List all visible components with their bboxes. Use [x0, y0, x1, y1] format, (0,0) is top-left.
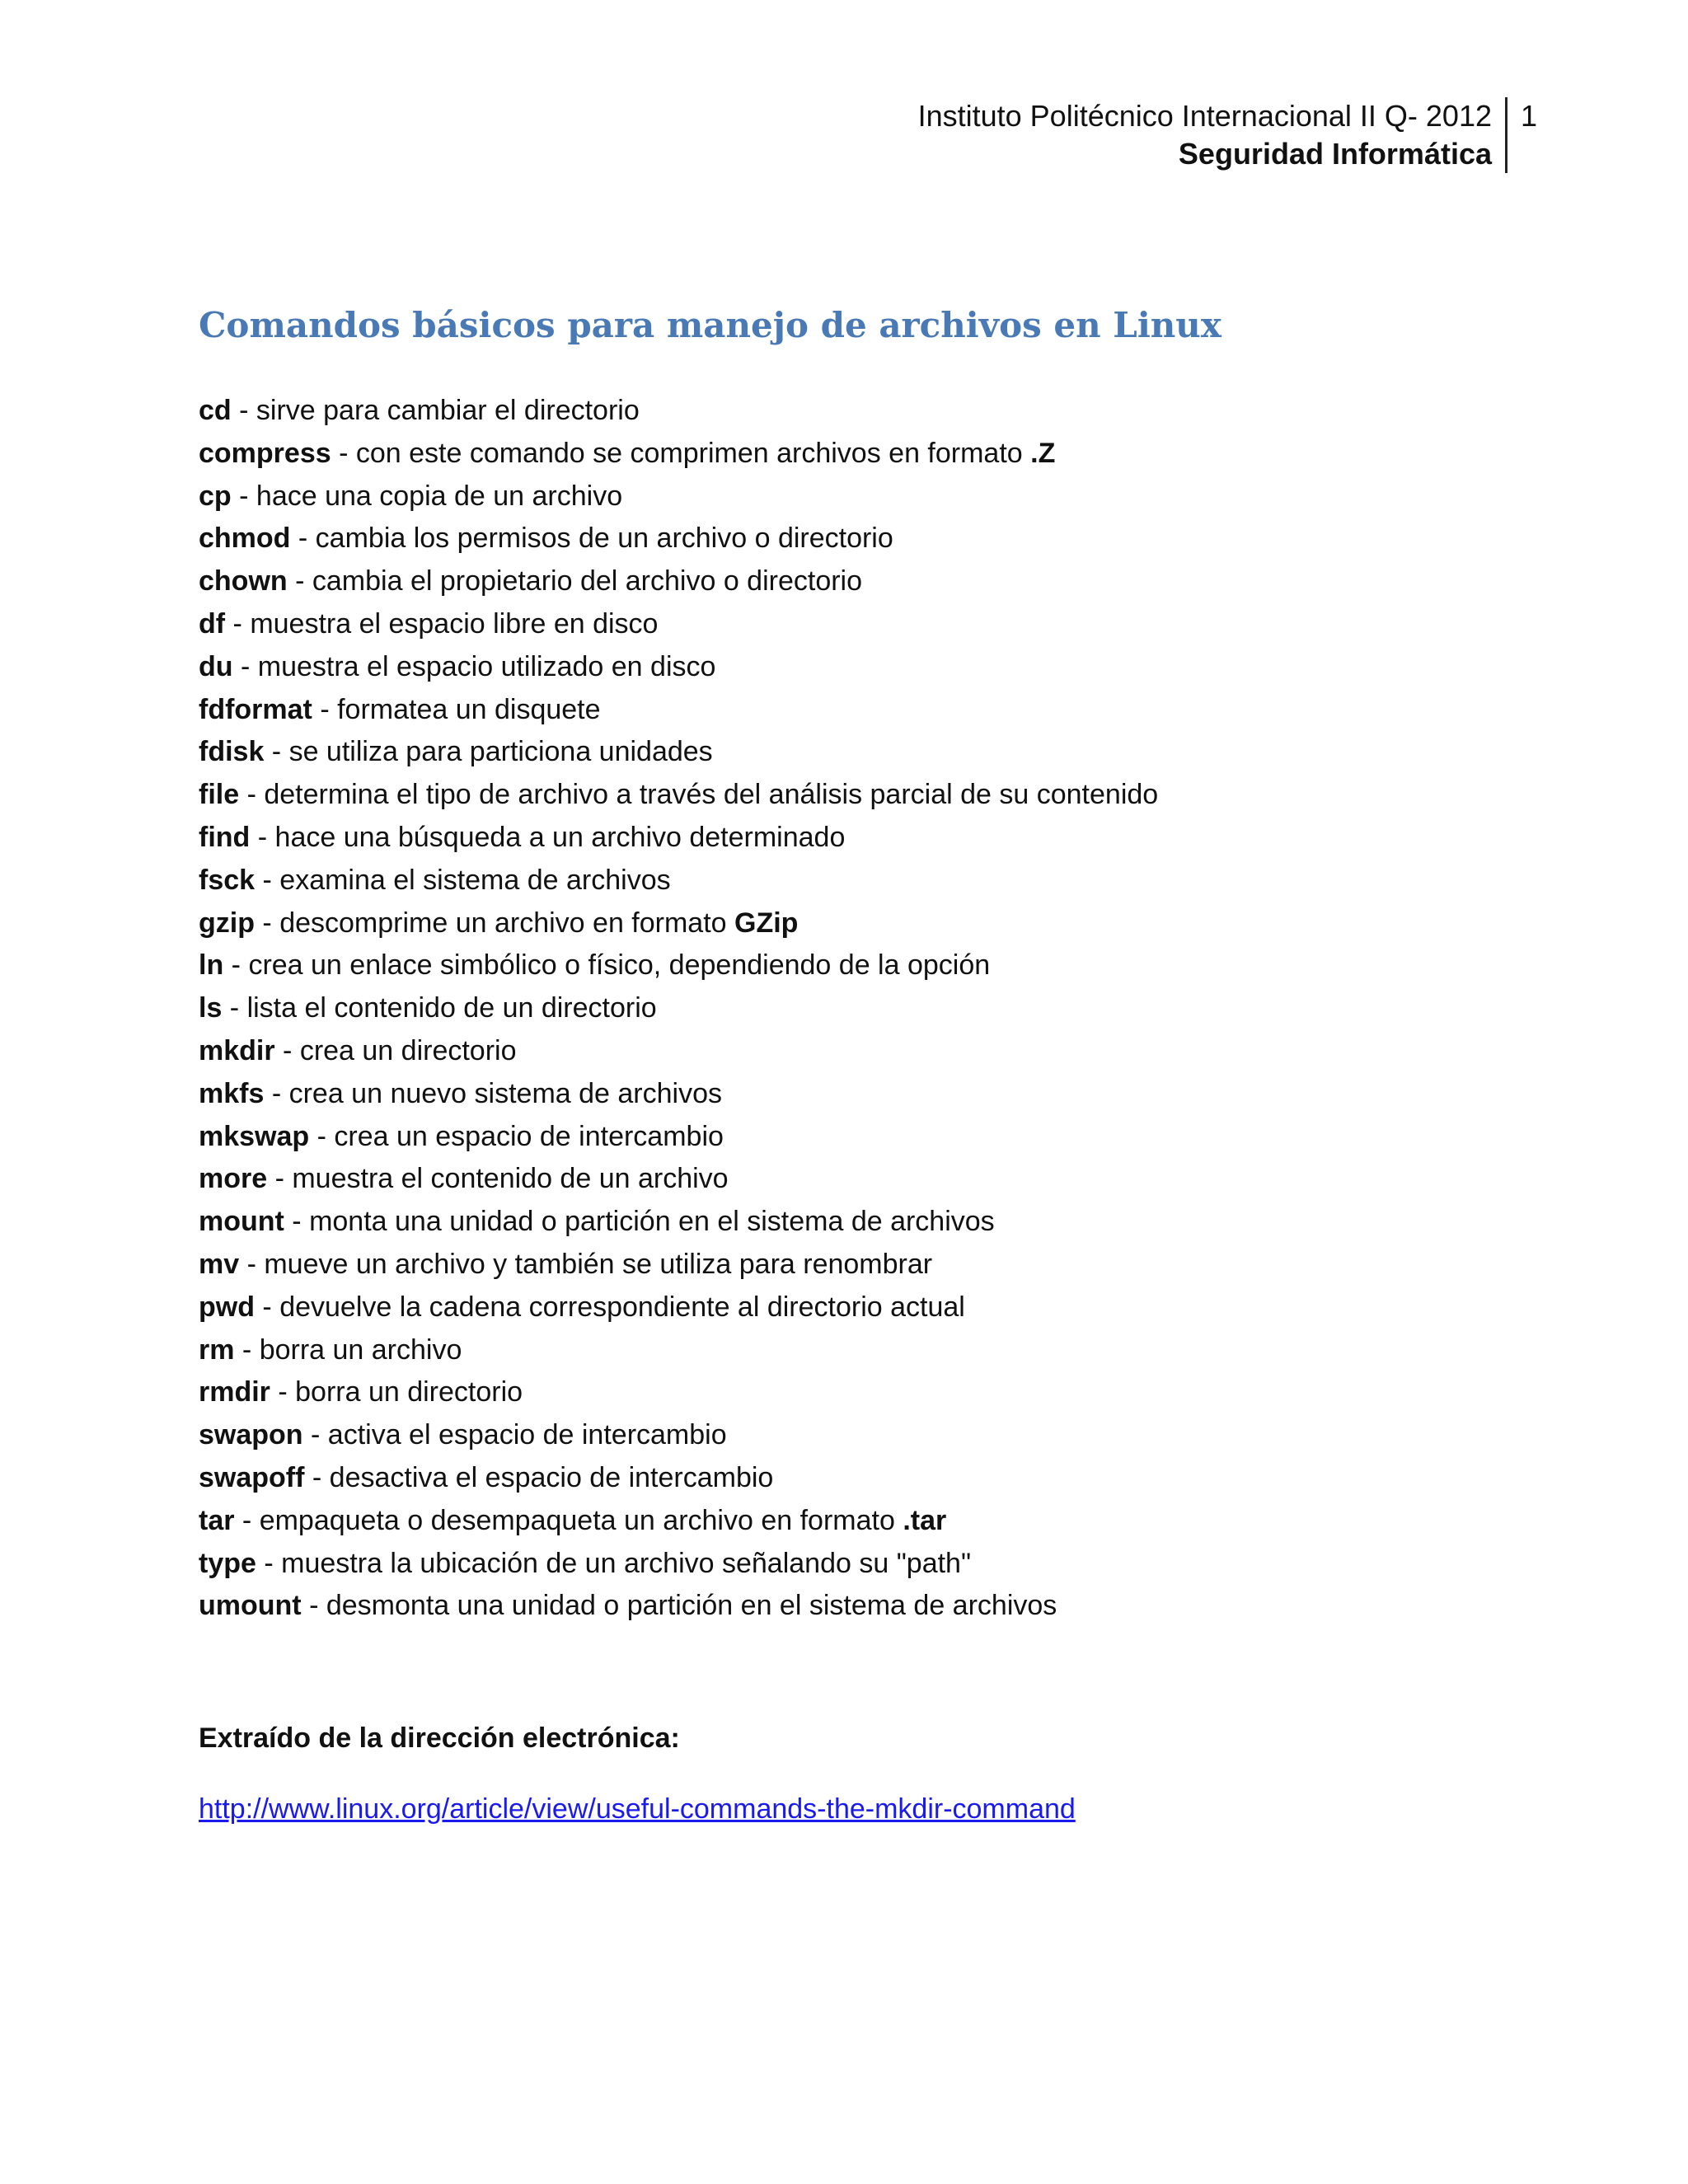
- command-item: swapon - activa el espacio de intercambio: [199, 1419, 727, 1451]
- command-description: muestra el espacio libre en disco: [250, 607, 659, 640]
- command-item: fdformat - formatea un disquete: [199, 693, 601, 725]
- command-name: cd: [199, 395, 232, 426]
- command-list: [199, 390, 1517, 1628]
- command-item: cp - hace una copia de un archivo: [199, 480, 623, 512]
- command-description: formatea un disquete: [337, 693, 601, 725]
- command-item: type - muestra la ubicación de un archivo señalando su "path": [199, 1547, 972, 1579]
- command-name: umount: [199, 1590, 302, 1622]
- command-item: rmdir - borra un directorio: [199, 1376, 523, 1408]
- command-item: mount - monta una unidad o partición en el sistema de archivos: [199, 1206, 995, 1238]
- command-name: swapon: [199, 1419, 303, 1451]
- command-item: ls - lista el contenido de un directorio: [199, 992, 657, 1024]
- command-item: mkfs - crea un nuevo sistema de archivos: [199, 1077, 722, 1109]
- command-description: muestra el contenido de un archivo: [292, 1163, 729, 1195]
- source-link[interactable]: http://www.linux.org/article/view/useful-commands-the-mkdir-command: [199, 1793, 1076, 1825]
- command-description: examina el sistema de archivos: [279, 864, 671, 896]
- command-name: tar: [199, 1504, 235, 1536]
- command-name: gzip: [199, 907, 255, 939]
- command-name: pwd: [199, 1291, 255, 1323]
- command-name: mkdir: [199, 1034, 275, 1066]
- command-name: rmdir: [199, 1376, 270, 1408]
- command-item: pwd - devuelve la cadena correspondiente al directorio actual: [199, 1291, 965, 1323]
- command-description: hace una copia de un archivo: [256, 480, 623, 512]
- command-name: ls: [199, 992, 223, 1024]
- command-name: mkswap: [199, 1120, 310, 1152]
- command-name: compress: [199, 437, 331, 469]
- command-item: rm - borra un archivo: [199, 1333, 462, 1366]
- command-description: se utiliza para particiona unidades: [288, 736, 713, 768]
- command-name: fsck: [199, 864, 256, 896]
- command-format: GZip: [734, 907, 799, 939]
- document-title: Comandos básicos para manejo de archivos en Linux: [199, 305, 1221, 345]
- page-header: [832, 97, 1507, 173]
- command-description: desactiva el espacio de intercambio: [329, 1461, 774, 1493]
- command-description: cambia los permisos de un archivo o directorio: [315, 523, 893, 555]
- command-name: df: [199, 607, 226, 640]
- command-name: mv: [199, 1248, 240, 1280]
- command-description: borra un directorio: [295, 1376, 523, 1408]
- command-description: borra un archivo: [259, 1333, 462, 1366]
- command-description: crea un nuevo sistema de archivos: [288, 1077, 722, 1109]
- command-item: chmod - cambia los permisos de un archivo o directorio: [199, 523, 893, 555]
- command-name: chmod: [199, 523, 291, 555]
- command-name: fdformat: [199, 693, 312, 725]
- source-label: Extraído de la dirección electrónica:: [199, 1722, 680, 1754]
- command-description: crea un espacio de intercambio: [334, 1120, 724, 1152]
- command-item: mv - mueve un archivo y también se utiliza para renombrar: [199, 1248, 933, 1280]
- command-item: fsck - examina el sistema de archivos: [199, 864, 671, 896]
- command-name: type: [199, 1547, 256, 1579]
- command-description: monta una unidad o partición en el sistema de archivos: [309, 1206, 995, 1238]
- command-name: mkfs: [199, 1077, 265, 1109]
- command-item: umount - desmonta una unidad o partición en el sistema de archivos: [199, 1590, 1057, 1622]
- command-name: file: [199, 779, 240, 811]
- command-name: more: [199, 1163, 268, 1195]
- command-description: activa el espacio de intercambio: [327, 1419, 727, 1451]
- command-item: gzip - descomprime un archivo en formato GZip: [199, 907, 799, 939]
- command-description: devuelve la cadena correspondiente al directorio actual: [279, 1291, 965, 1323]
- command-item: du - muestra el espacio utilizado en disco: [199, 650, 716, 682]
- command-name: rm: [199, 1333, 235, 1366]
- header-course: Seguridad Informática: [1178, 137, 1492, 171]
- command-item: mkdir - crea un directorio: [199, 1034, 517, 1066]
- command-item: find - hace una búsqueda a un archivo determinado: [199, 821, 846, 853]
- command-name: fdisk: [199, 736, 265, 768]
- command-description: muestra la ubicación de un archivo señalando su "path": [281, 1547, 972, 1579]
- command-description: crea un directorio: [299, 1034, 517, 1066]
- command-description: crea un enlace simbólico o físico, dependiendo de la opción: [248, 949, 991, 982]
- command-format: .Z: [1030, 437, 1056, 469]
- command-name: swapoff: [199, 1461, 305, 1493]
- page-number: 1: [1521, 99, 1538, 133]
- command-item: mkswap - crea un espacio de intercambio: [199, 1120, 724, 1152]
- command-description: desmonta una unidad o partición en el sistema de archivos: [326, 1590, 1057, 1622]
- command-description: empaqueta o desempaqueta un archivo en formato: [259, 1504, 903, 1536]
- command-description: cambia el propietario del archivo o directorio: [312, 565, 863, 598]
- command-item: more - muestra el contenido de un archivo: [199, 1163, 729, 1195]
- command-item: fdisk - se utiliza para particiona unidades: [199, 736, 713, 768]
- header-institution: Instituto Politécnico Internacional II Q- 2012: [917, 99, 1492, 133]
- command-name: du: [199, 650, 233, 682]
- command-name: chown: [199, 565, 288, 598]
- command-item: chown - cambia el propietario del archivo o directorio: [199, 565, 863, 598]
- command-format: .tar: [903, 1504, 947, 1536]
- command-name: ln: [199, 949, 224, 982]
- command-item: file - determina el tipo de archivo a través del análisis parcial de su contenido: [199, 779, 1159, 811]
- command-description: sirve para cambiar el directorio: [256, 395, 640, 426]
- command-item: ln - crea un enlace simbólico o físico, dependiendo de la opción: [199, 949, 991, 982]
- command-description: determina el tipo de archivo a través del análisis parcial de su contenido: [264, 779, 1159, 811]
- command-name: mount: [199, 1206, 284, 1238]
- command-description: lista el contenido de un directorio: [246, 992, 657, 1024]
- command-description: descomprime un archivo en formato: [279, 907, 735, 939]
- command-description: hace una búsqueda a un archivo determinado: [274, 821, 846, 853]
- command-item: tar - empaqueta o desempaqueta un archivo en formato .tar: [199, 1504, 947, 1536]
- command-item: cd - sirve para cambiar el directorio: [199, 395, 640, 426]
- command-item: swapoff - desactiva el espacio de intercambio: [199, 1461, 774, 1493]
- command-item: compress - con este comando se comprimen archivos en formato .Z: [199, 437, 1056, 469]
- command-name: find: [199, 821, 251, 853]
- command-description: muestra el espacio utilizado en disco: [257, 650, 716, 682]
- command-item: df - muestra el espacio libre en disco: [199, 607, 659, 640]
- command-description: mueve un archivo y también se utiliza para renombrar: [264, 1248, 933, 1280]
- command-name: cp: [199, 480, 232, 512]
- command-description: con este comando se comprimen archivos en formato: [355, 437, 1031, 469]
